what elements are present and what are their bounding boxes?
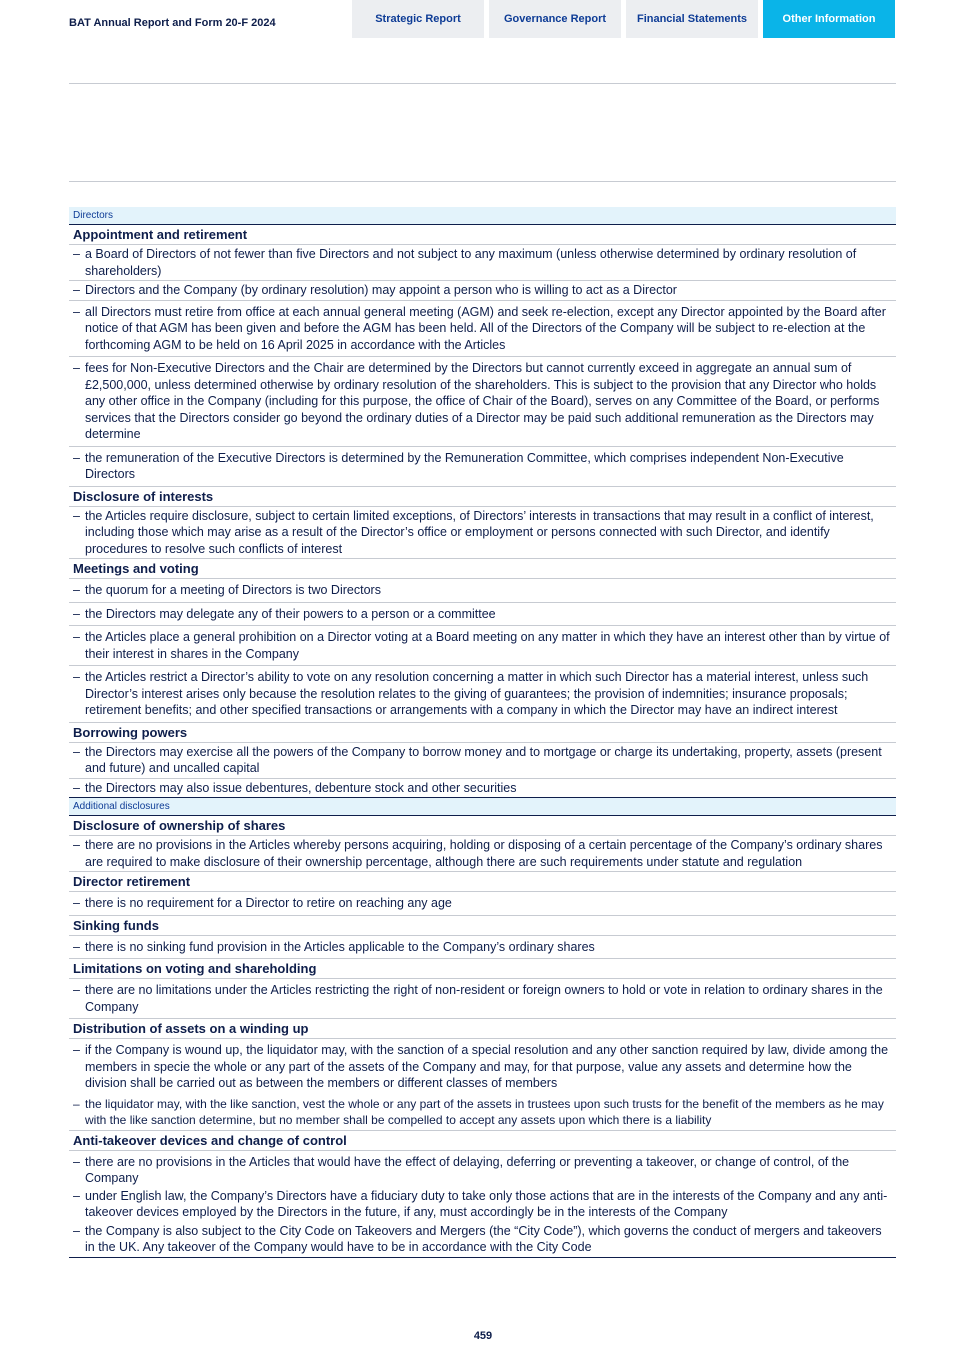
- dash-bullet: –: [73, 361, 80, 375]
- list-item: [69, 1222, 896, 1258]
- list-item: [69, 1151, 896, 1187]
- list-item-text: the Articles restrict a Director’s ability to vote on any resolution concerning a matter in which such Director has a material interest, unless such Director’s interest arises only because the resolution relates to the giving of guarantees; the provision of indemnities; insurance proposals; retirement benefits; and other specified transactions or arrangements with a company in which the Director may have an indirect interest: [85, 670, 869, 717]
- list-item-text: there are no provisions in the Articles whereby persons acquiring, holding or disposing of a certain percentage of the Company’s ordinary shares are required to make disclosure of their ownership percentage, although there are such requirements under statute and regulation: [85, 838, 883, 869]
- dash-bullet: –: [73, 606, 80, 621]
- tab-strategic-report[interactable]: Strategic Report: [352, 0, 484, 38]
- list-item-text: the Articles place a general prohibition on a Director voting at a Board meeting on any matter in which they have an interest other than by virtue of their interest in shares in the Company: [85, 630, 890, 661]
- list-item: [69, 666, 896, 723]
- list-item: [69, 743, 896, 779]
- list-item: [69, 281, 896, 301]
- list-item: [69, 301, 896, 358]
- list-item-text: there is no sinking fund provision in the Articles applicable to the Company’s ordinary shares: [85, 939, 595, 954]
- list-item-text: Directors and the Company (by ordinary resolution) may appoint a person who is willing to act as a Director: [85, 283, 677, 297]
- list-item: [69, 892, 896, 916]
- list-item-text: the Directors may exercise all the powers of the Company to borrow money and to mortgage or charge its undertaking, property, assets (present and future) and uncalled capital: [85, 744, 882, 775]
- group-title: Anti-takeover devices and change of control: [69, 1131, 896, 1151]
- dash-bullet: –: [73, 1096, 80, 1111]
- dash-bullet: –: [73, 247, 80, 261]
- list-item-text: the Directors may delegate any of their powers to a person or a committee: [85, 606, 496, 621]
- tab-financial-statements[interactable]: Financial Statements: [626, 0, 758, 38]
- list-item: [69, 579, 896, 603]
- dash-bullet: –: [73, 670, 80, 684]
- list-item-text: the quorum for a meeting of Directors is two Directors: [85, 583, 381, 597]
- dash-bullet: –: [73, 1188, 80, 1203]
- group-title: Limitations on voting and shareholding: [69, 959, 896, 979]
- list-item: [69, 836, 896, 872]
- tab-other-information[interactable]: Other Information: [763, 0, 895, 38]
- list-item: [69, 1095, 896, 1131]
- list-item-text: there are no limitations under the Articles restricting the right of non-resident or foreign owners to hold or vote in relation to ordinary shares in the Company: [85, 983, 883, 1014]
- list-item-text: the Company is also subject to the City Code on Takeovers and Mergers (the “City Code”), which governs the conduct of mergers and takeovers in the UK. Any takeover of the Company would have to be in accordance with the City Code: [85, 1223, 882, 1254]
- list-item: [69, 779, 896, 799]
- list-item-text: under English law, the Company’s Directors have a fiduciary duty to take only those actions that are in the interests of the Company and any anti-takeover devices employed by the Directors in the future, if any, must accordingly be in the interests of the Company: [85, 1188, 888, 1219]
- dash-bullet: –: [73, 1043, 80, 1057]
- dash-bullet: –: [73, 508, 80, 523]
- dash-bullet: –: [73, 838, 80, 852]
- list-item-text: the liquidator may, with the like sanction, vest the whole or any part of the assets in trustees upon such trusts for the benefit of the members as he may with the like sanction determine, but no member shall be compelled to accept any assets upon which there is a liability: [85, 1096, 884, 1127]
- group-title: Sinking funds: [69, 916, 896, 936]
- list-item-text: there is no requirement for a Director to retire on reaching any age: [85, 896, 452, 910]
- list-item-text: a Board of Directors of not fewer than five Directors and not subject to any maximum (unless otherwise determined by ordinary resolution of shareholders): [85, 247, 857, 278]
- dash-bullet: –: [73, 744, 80, 759]
- list-item: [69, 447, 896, 487]
- group-title: Disclosure of ownership of shares: [69, 816, 896, 836]
- report-title: BAT Annual Report and Form 20-F 2024: [69, 17, 276, 29]
- dash-bullet: –: [73, 450, 80, 465]
- list-item-text: the remuneration of the Executive Directors is determined by the Remuneration Committee, which comprises independent Non-Executive Directors: [85, 450, 844, 481]
- group-title: Disclosure of interests: [69, 487, 896, 507]
- list-item: [69, 1039, 896, 1095]
- dash-bullet: –: [73, 939, 80, 954]
- list-item-text: the Directors may also issue debentures, debenture stock and other securities: [85, 780, 517, 795]
- group-title: Distribution of assets on a winding up: [69, 1019, 896, 1039]
- list-item: [69, 1187, 896, 1222]
- directors-table: [69, 207, 896, 798]
- group-title: Director retirement: [69, 872, 896, 892]
- group-title: Meetings and voting: [69, 559, 896, 579]
- list-item: [69, 626, 896, 666]
- dash-bullet: –: [73, 1223, 80, 1238]
- divider: [69, 181, 896, 182]
- section-header: Additional disclosures: [69, 798, 896, 816]
- dash-bullet: –: [73, 630, 80, 644]
- dash-bullet: –: [73, 283, 80, 297]
- additional-disclosures-table: [69, 798, 896, 1258]
- section-header: Directors: [69, 207, 896, 225]
- dash-bullet: –: [73, 896, 80, 910]
- group-title: Appointment and retirement: [69, 225, 896, 245]
- page-number: 459: [473, 1330, 493, 1342]
- divider: [69, 83, 896, 84]
- list-item: [69, 507, 896, 560]
- dash-bullet: –: [73, 583, 80, 597]
- dash-bullet: –: [73, 983, 80, 997]
- group-title: Borrowing powers: [69, 723, 896, 743]
- list-item: [69, 245, 896, 281]
- dash-bullet: –: [73, 780, 80, 795]
- tab-governance-report[interactable]: Governance Report: [489, 0, 621, 38]
- list-item-text: all Directors must retire from office at each annual general meeting (AGM) and seek re-election, except any Director appointed by the Board after notice of that AGM has been given and before the AGM has been held. All of the Directors of the Company will be subject to re-election at the forthcoming AGM to be held on 16 April 2025 in accordance with the Articles: [85, 304, 886, 352]
- dash-bullet: –: [73, 1154, 80, 1169]
- list-item: [69, 603, 896, 627]
- list-item: [69, 357, 896, 447]
- dash-bullet: –: [73, 304, 80, 319]
- list-item-text: if the Company is wound up, the liquidator may, with the sanction of a special resolution and any other sanction required by law, divide among the members in specie the whole or any part of the assets of the Company and may, for that purpose, value any assets and determine how the division shall be carried out as between the members or different classes of members: [85, 1043, 889, 1090]
- list-item: [69, 936, 896, 960]
- list-item-text: fees for Non-Executive Directors and the Chair are determined by the Directors but cannot currently exceed in aggregate an annual sum of £2,500,000, unless determined otherwise by ordinary resolution of the shareholders. This is subject to the provision that any Director who holds any other office in the Company (including for this purpose, the office of Chair of the Board), serves on any Committee of the Board, or performs services that the Directors consider go beyond the ordinary duties of a Director may be paid such additional remuneration as the Directors may determine: [85, 361, 880, 441]
- list-item: [69, 979, 896, 1019]
- list-item-text: there are no provisions in the Articles that would have the effect of delaying, deferring or preventing a takeover, or change of control, of the Company: [85, 1154, 850, 1185]
- list-item-text: the Articles require disclosure, subject to certain limited exceptions, of Directors’ interests in transactions that may result in a conflict of interest, including those which may arise as a result of the Director’s office or employment or persons connected with such Director, and identify procedures to resolve such conflicts of interest: [85, 508, 874, 556]
